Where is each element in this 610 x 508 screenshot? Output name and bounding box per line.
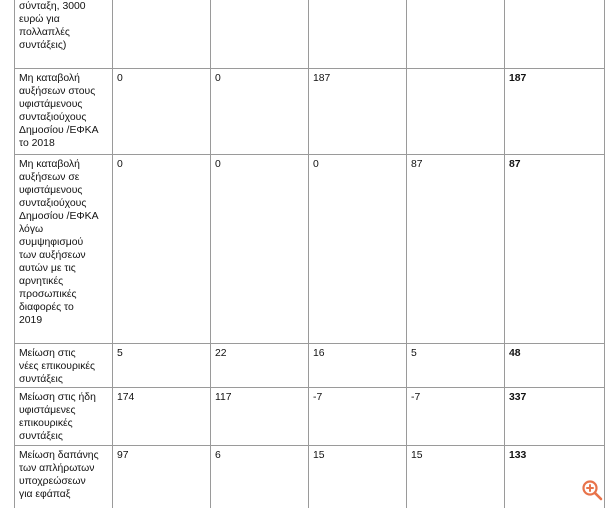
value-cell: -7 (309, 388, 407, 446)
description-line: το 2018 (19, 138, 55, 149)
value-cell (309, 0, 407, 69)
description-line: ευρώ για (19, 14, 60, 25)
zoom-in-icon (580, 478, 604, 502)
budget-impact-table (14, 0, 605, 508)
row-description (15, 446, 113, 508)
description-line: για εφάπαξ (19, 489, 71, 500)
value-cell (211, 0, 309, 69)
value-cell: 97 (113, 446, 211, 508)
description-line: συμψηφισμού (19, 237, 84, 248)
description-line: συντάξεις (19, 374, 63, 385)
description-line: υφιστάμενους (19, 99, 83, 110)
total-cell: 87 (505, 155, 605, 344)
value-cell: 6 (211, 446, 309, 508)
description-line: συνταξιούχους (19, 112, 87, 123)
description-line: επικουρικές (19, 418, 73, 429)
description-line: των απλήρωτων (19, 463, 95, 474)
table-row (15, 155, 605, 344)
description-line: αρνητικές (19, 276, 64, 287)
value-cell: 15 (407, 446, 505, 508)
description-line: προσωπικές (19, 289, 77, 300)
row-description (15, 0, 113, 69)
value-cell: 16 (309, 344, 407, 388)
description-line: υφιστάμενες (19, 405, 76, 416)
description-line: αυξήσεων σε (19, 172, 80, 183)
value-cell: 0 (309, 155, 407, 344)
description-line: λόγω (19, 224, 44, 235)
total-cell: 187 (505, 69, 605, 155)
value-cell (407, 0, 505, 69)
table-row (15, 446, 605, 508)
description-line: διαφορές το (19, 302, 74, 313)
zoom-in-button[interactable] (580, 478, 604, 502)
description-line: πολλαπλές (19, 27, 70, 38)
description-line: αυτών με τις (19, 263, 76, 274)
value-cell (113, 0, 211, 69)
value-cell (407, 69, 505, 155)
description-line: συνταξιούχους (19, 198, 87, 209)
description-line: Μείωση στις (19, 348, 76, 359)
table-row (15, 69, 605, 155)
total-cell (505, 0, 605, 69)
total-cell: 133 (505, 446, 605, 508)
description-line: 2019 (19, 315, 43, 326)
description-line: των αυξήσεων (19, 250, 86, 261)
description-line: συντάξεις) (19, 40, 67, 51)
description-line: Μη καταβολή (19, 159, 80, 170)
description-line: σύνταξη, 3000 (19, 1, 86, 12)
description-line: αυξήσεων στους (19, 86, 96, 97)
value-cell: 0 (113, 69, 211, 155)
table-row (15, 344, 605, 388)
row-description (15, 388, 113, 446)
value-cell: 15 (309, 446, 407, 508)
description-line: Μη καταβολή (19, 73, 80, 84)
description-line: συντάξεις (19, 431, 63, 442)
value-cell: 5 (113, 344, 211, 388)
total-cell: 48 (505, 344, 605, 388)
value-cell: 117 (211, 388, 309, 446)
value-cell: 87 (407, 155, 505, 344)
description-line: Δημοσίου /ΕΦΚΑ (19, 211, 99, 222)
value-cell: 187 (309, 69, 407, 155)
value-cell: 5 (407, 344, 505, 388)
description-line: υφιστάμενους (19, 185, 83, 196)
table-row (15, 388, 605, 446)
row-description (15, 155, 113, 344)
row-description (15, 344, 113, 388)
row-description (15, 69, 113, 155)
table-row (15, 0, 605, 69)
value-cell: 22 (211, 344, 309, 388)
total-cell: 337 (505, 388, 605, 446)
value-cell: 0 (211, 69, 309, 155)
value-cell: 0 (211, 155, 309, 344)
description-line: νέες επικουρικές (19, 361, 96, 372)
value-cell: 0 (113, 155, 211, 344)
description-line: Μείωση στις ήδη (19, 392, 96, 403)
description-line: Δημοσίου /ΕΦΚΑ (19, 125, 99, 136)
value-cell: -7 (407, 388, 505, 446)
description-line: υποχρεώσεων (19, 476, 86, 487)
value-cell: 174 (113, 388, 211, 446)
description-line: Μείωση δαπάνης (19, 450, 99, 461)
